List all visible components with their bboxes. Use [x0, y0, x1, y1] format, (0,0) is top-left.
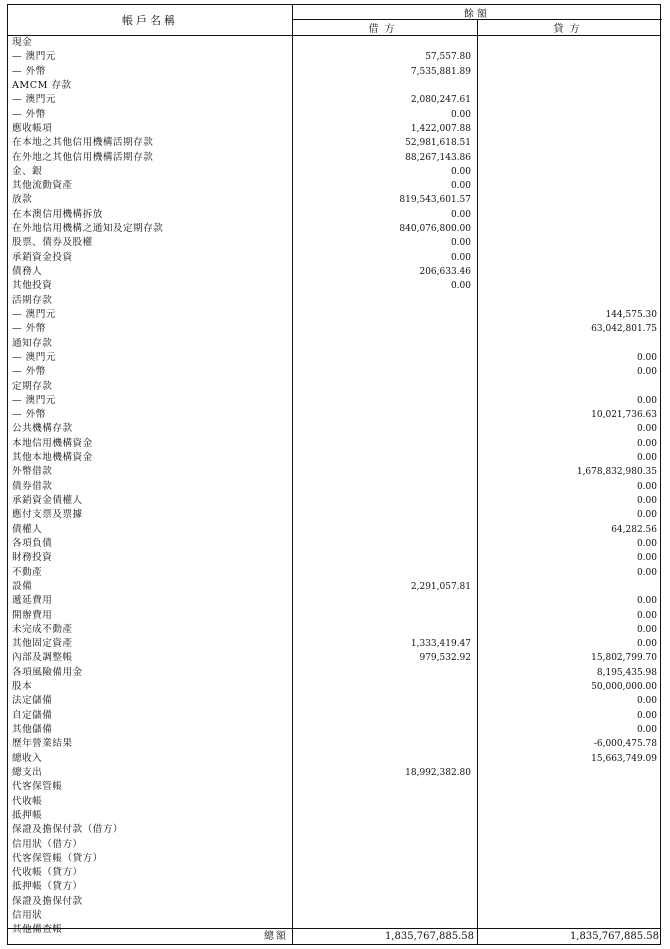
account-name: 代收帳	[12, 795, 43, 807]
account-name: 抵押帳	[12, 809, 43, 821]
table-row	[8, 165, 660, 179]
account-name: 股票、債券及股權	[12, 237, 93, 249]
account-name: — 外幣	[12, 323, 46, 335]
table-row	[8, 909, 660, 923]
account-name: 各項風險備用金	[12, 666, 83, 678]
table-row	[8, 151, 660, 165]
credit-value: 8,195,435.98	[596, 667, 657, 678]
credit-value: 0.00	[636, 481, 657, 492]
credit-value: 15,663,749.09	[591, 753, 657, 764]
account-name: 保證及擔保付款	[12, 895, 83, 907]
account-name: 承銷資金債權人	[12, 495, 83, 506]
credit-value: 0.00	[636, 696, 657, 707]
debit-value: 2,080,247.61	[410, 95, 471, 106]
table-row	[8, 108, 660, 122]
credit-value: 0.00	[636, 639, 657, 650]
account-name: 其他投資	[12, 280, 53, 292]
table-header	[8, 5, 660, 36]
credit-value: 0.00	[636, 596, 657, 607]
header-balance: 餘額	[292, 5, 662, 20]
table-row	[8, 508, 660, 522]
account-name: 自定儲備	[12, 709, 53, 721]
table-row	[8, 380, 660, 394]
credit-value: 0.00	[636, 510, 657, 521]
account-name: 定期存款	[12, 380, 53, 392]
table-row	[8, 709, 660, 723]
debit-value: 0.00	[450, 181, 471, 192]
table-row	[8, 279, 660, 293]
credit-value: 0.00	[636, 725, 657, 735]
account-name: 在本地之其他信用機構活期存款	[12, 137, 154, 149]
table-row	[8, 179, 660, 193]
table-row	[8, 694, 660, 708]
table-row	[8, 337, 660, 351]
header-debit: 借方	[368, 24, 401, 35]
table-row	[8, 523, 660, 537]
table-row	[8, 208, 660, 222]
debit-value: 57,557.80	[425, 52, 471, 63]
account-name: 其他本地機構資金	[12, 452, 93, 464]
table-row	[8, 852, 660, 866]
credit-value: 144,575.30	[605, 309, 657, 320]
table-row	[8, 93, 660, 107]
table-row	[8, 880, 660, 894]
debit-value: 0.00	[450, 238, 471, 249]
debit-value: 0.00	[450, 209, 471, 220]
account-name: — 澳門元	[12, 94, 56, 106]
table-row	[8, 136, 660, 150]
table-row	[8, 594, 660, 608]
account-name: 保證及擔保付款（借方）	[12, 824, 124, 836]
credit-value: 0.00	[636, 567, 657, 578]
debit-value: 18,992,382.80	[405, 767, 471, 778]
debit-value: 206,633.46	[419, 267, 471, 277]
credit-value: 0.00	[636, 453, 657, 464]
account-name: 設備	[12, 580, 33, 592]
account-name: 在外地信用機構之通知及定期存款	[12, 223, 164, 235]
account-name: 金、銀	[12, 165, 43, 177]
table-row	[8, 637, 660, 651]
account-name: — 外幣	[12, 108, 46, 120]
header-credit: 貸方	[553, 24, 586, 35]
account-name: — 澳門元	[12, 308, 56, 320]
table-row	[8, 666, 660, 680]
table-row	[8, 838, 660, 852]
total-label: 總額	[264, 931, 288, 942]
table-row	[8, 251, 660, 265]
table-row	[8, 79, 660, 93]
table-row	[8, 451, 660, 465]
account-name: 外幣借款	[12, 466, 53, 478]
account-name: 放款	[12, 194, 33, 206]
table-row	[8, 36, 660, 50]
account-name: 總支出	[12, 766, 43, 778]
account-name: 未完成不動產	[12, 623, 73, 635]
table-row	[8, 737, 660, 751]
table-row	[8, 723, 660, 737]
credit-value: 0.00	[636, 438, 657, 449]
account-name: 活期存款	[12, 294, 53, 306]
debit-value: 88,267,143.86	[405, 152, 471, 163]
account-name: 承銷資金投資	[12, 251, 73, 263]
table-row	[8, 50, 660, 64]
account-name: 應收帳項	[12, 122, 53, 134]
debit-value: 1,422,007.88	[410, 123, 471, 134]
table-row	[8, 394, 660, 408]
account-name: 公共機構存款	[12, 423, 73, 435]
account-name: AMCM 存款	[12, 79, 72, 91]
account-name: 債權人	[12, 523, 43, 535]
account-name: 抵押帳（貸方）	[12, 881, 83, 893]
account-name: — 澳門元	[12, 394, 56, 406]
account-name: 債券借款	[12, 480, 53, 492]
table-row	[8, 494, 660, 508]
table-row	[8, 752, 660, 766]
account-name: — 外幣	[12, 65, 46, 77]
account-name: — 外幣	[12, 366, 46, 378]
table-row	[8, 265, 660, 279]
account-name: 其他儲備	[12, 724, 53, 735]
credit-value: 0.00	[636, 553, 657, 564]
total-credit: 1,835,767,885.58	[569, 931, 659, 942]
account-name: 代客保管帳	[12, 781, 63, 793]
table-row	[8, 65, 660, 79]
table-row	[8, 780, 660, 794]
credit-value: 0.00	[636, 395, 657, 406]
account-name: 其他固定資產	[12, 638, 73, 650]
table-row	[8, 651, 660, 665]
debit-value: 1,333,419.47	[410, 639, 471, 650]
header-account-name: 帳戶名稱	[122, 14, 178, 27]
credit-value: 0.00	[636, 424, 657, 435]
table-row	[8, 122, 660, 136]
table-row	[8, 551, 660, 565]
account-name: 其他備查帳	[12, 924, 63, 936]
table-row	[8, 422, 660, 436]
account-name: 信用狀	[12, 910, 43, 922]
credit-value: 0.00	[636, 538, 657, 549]
account-name: 各項負債	[12, 537, 53, 549]
debit-value: 0.00	[450, 252, 471, 263]
credit-value: 0.00	[636, 352, 657, 363]
table-body	[8, 36, 660, 938]
table-row	[8, 308, 660, 322]
account-name: 債務人	[12, 266, 43, 277]
account-name: 本地信用機構資金	[12, 437, 93, 449]
table-row	[8, 222, 660, 236]
account-name: 內部及調整帳	[12, 652, 73, 664]
table-row	[8, 866, 660, 880]
total-debit: 1,835,767,885.58	[384, 931, 474, 942]
credit-value: -6,000,475.78	[593, 739, 657, 750]
trial-balance-table	[7, 4, 661, 945]
table-row	[8, 236, 660, 250]
credit-value: 63,042,801.75	[591, 324, 657, 335]
table-row	[8, 322, 660, 336]
account-name: 其他流動資產	[12, 180, 73, 192]
table-row	[8, 294, 660, 308]
account-name: 通知存款	[12, 337, 53, 349]
table-row	[8, 895, 660, 909]
credit-value: 64,282.56	[611, 524, 657, 535]
credit-value: 15,802,799.70	[591, 653, 657, 664]
account-name: 歷年營業結果	[12, 738, 73, 750]
table-row	[8, 795, 660, 809]
table-row	[8, 566, 660, 580]
account-name: — 澳門元	[12, 51, 56, 63]
account-name: 不動產	[12, 566, 43, 578]
table-row	[8, 623, 660, 637]
debit-value: 7,535,881.89	[410, 66, 471, 77]
table-row	[8, 480, 660, 494]
table-row	[8, 465, 660, 479]
account-name: 代收帳（貸方）	[12, 867, 83, 879]
account-name: 法定儲備	[12, 695, 53, 707]
credit-value: 50,000,000.00	[591, 682, 657, 693]
debit-value: 0.00	[450, 166, 471, 177]
table-row	[8, 537, 660, 551]
account-name: — 外幣	[12, 409, 46, 421]
account-name: 應付支票及票據	[12, 509, 83, 521]
account-name: 在外地之其他信用機構活期存款	[12, 151, 154, 163]
table-row	[8, 766, 660, 780]
table-row	[8, 351, 660, 365]
table-row	[8, 437, 660, 451]
credit-value: 0.00	[636, 624, 657, 635]
table-row	[8, 609, 660, 623]
table-row	[8, 408, 660, 422]
account-name: 開辦費用	[12, 609, 53, 621]
credit-value: 1,678,832,980.35	[576, 467, 657, 478]
debit-value: 979,532.92	[419, 653, 471, 664]
account-name: 代客保管帳（貸方）	[12, 852, 103, 864]
account-name: — 澳門元	[12, 351, 56, 363]
credit-value: 0.00	[636, 610, 657, 621]
debit-value: 0.00	[450, 281, 471, 292]
credit-value: 10,021,736.63	[591, 410, 657, 421]
account-name: 在本澳信用機構拆放	[12, 208, 103, 220]
account-name: 總收入	[12, 752, 43, 764]
account-name: 財務投資	[12, 552, 53, 564]
table-row	[8, 809, 660, 823]
credit-value: 0.00	[636, 710, 657, 721]
account-name: 遞延費用	[12, 595, 53, 607]
debit-value: 840,076,800.00	[399, 224, 471, 235]
table-row	[8, 680, 660, 694]
table-row	[8, 580, 660, 594]
total-row	[8, 928, 660, 944]
debit-value: 0.00	[450, 109, 471, 120]
account-name: 現金	[12, 37, 33, 48]
debit-value: 819,543,601.57	[399, 195, 471, 206]
credit-value: 0.00	[636, 367, 657, 378]
debit-value: 2,291,057.81	[410, 581, 471, 592]
account-name: 股本	[12, 681, 33, 693]
table-row	[8, 193, 660, 207]
table-row	[8, 365, 660, 379]
debit-value: 52,981,618.51	[405, 138, 471, 149]
credit-value: 0.00	[636, 496, 657, 506]
account-name: 信用狀（借方）	[12, 838, 83, 850]
table-row	[8, 823, 660, 837]
